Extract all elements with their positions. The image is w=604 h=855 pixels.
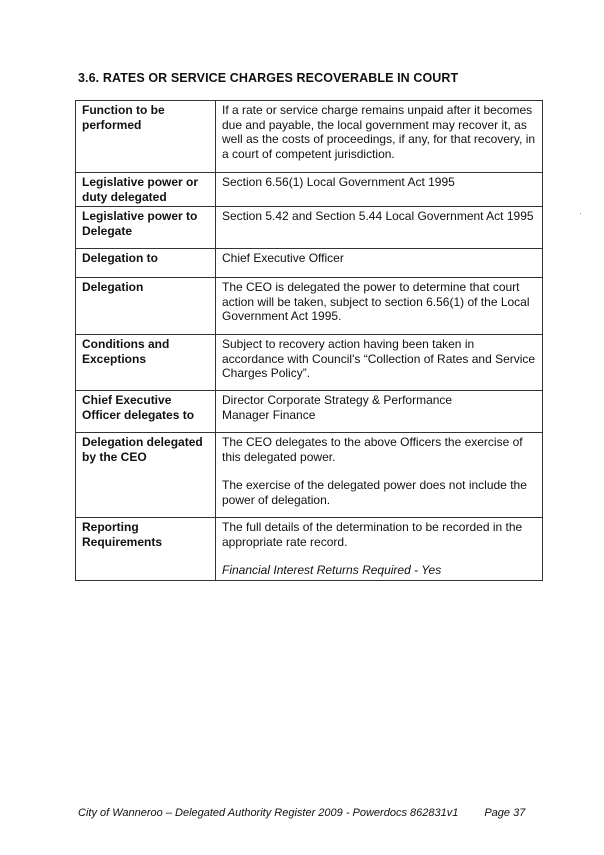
table-row [76, 278, 543, 335]
row-value [216, 207, 543, 249]
table-row [76, 173, 543, 207]
footer-text: City of Wanneroo – Delegated Authority Register 2009 - Powerdocs 862831v1 [78, 807, 459, 819]
table-row [76, 335, 543, 391]
scan-speck [580, 213, 581, 214]
value-text: The full details of the determination to be recorded in the appropriate rate record. [222, 520, 523, 549]
page-number: Page 37 [484, 807, 526, 819]
row-label: Reporting Requirements [76, 518, 216, 581]
row-value [216, 391, 543, 433]
row-value [216, 278, 543, 335]
row-label: Conditions and Exceptions [76, 335, 216, 391]
value-text: The CEO is delegated the power to determine that court action will be taken, subject to section 6.56(1) of the Local Government Act 1995. [222, 280, 530, 323]
value-text: Chief Executive Officer [222, 251, 344, 265]
value-text: Section 6.56(1) Local Government Act 1995 [222, 175, 455, 189]
table-row [76, 518, 543, 581]
value-text: The CEO delegates to the above Officers the exercise of this delegated power. [222, 435, 523, 464]
section-heading: 3.6. RATES OR SERVICE CHARGES RECOVERABLE IN COURT [78, 71, 459, 85]
row-label: Legislative power or duty delegated [76, 173, 216, 207]
row-value [216, 101, 543, 173]
value-text: If a rate or service charge remains unpaid after it becomes due and payable, the local government may recover it, as well as the costs of proceedings, if any, for that recovery, in a court of competent jurisdiction. [222, 103, 536, 161]
row-value [216, 173, 543, 207]
table-row [76, 207, 543, 249]
row-value [216, 518, 543, 581]
value-text: Section 5.42 and Section 5.44 Local Government Act 1995 [222, 209, 534, 223]
table-row [76, 433, 543, 518]
row-label: Delegation to [76, 249, 216, 278]
table-row [76, 249, 543, 278]
row-label: Chief Executive Officer delegates to [76, 391, 216, 433]
value-text: Manager Finance [222, 407, 316, 422]
page-footer [78, 807, 525, 819]
row-value [216, 335, 543, 391]
value-text: Director Corporate Strategy & Performance [222, 393, 453, 407]
value-text: Financial Interest Returns Required - Yes [222, 563, 442, 577]
row-value [216, 433, 543, 518]
row-value [216, 249, 543, 278]
row-label: Function to be performed [76, 101, 216, 173]
table-row [76, 101, 543, 173]
value-text: The exercise of the delegated power does not include the power of delegation. [222, 478, 527, 507]
delegation-table [75, 100, 543, 581]
row-label: Legislative power to Delegate [76, 207, 216, 249]
row-label: Delegation delegated by the CEO [76, 433, 216, 518]
row-label: Delegation [76, 278, 216, 335]
table-row [76, 391, 543, 433]
value-text: Subject to recovery action having been taken in accordance with Council's “Collection of Rates and Service Charges Policy”. [222, 337, 536, 380]
